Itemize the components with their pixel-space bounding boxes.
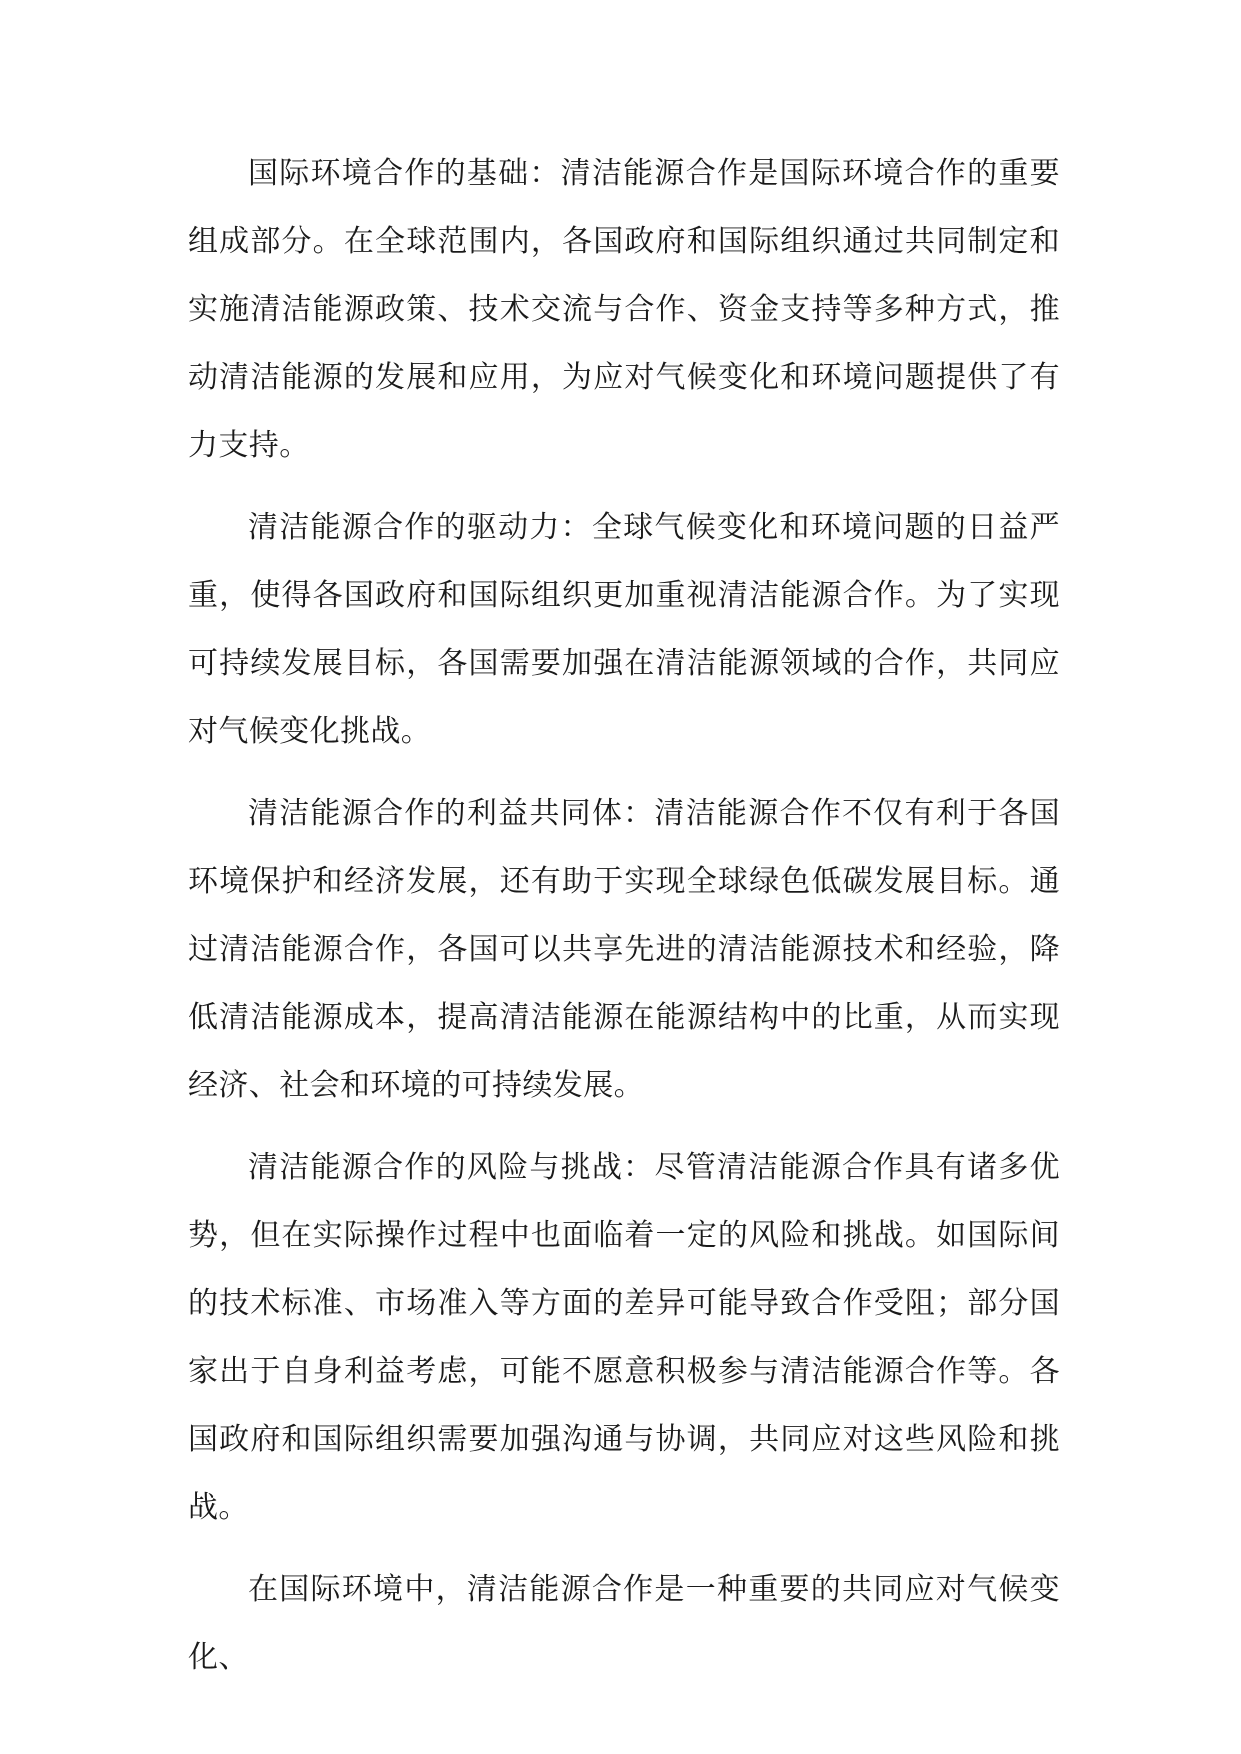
- paragraph-driving-force: 清洁能源合作的驱动力：全球气候变化和环境问题的日益严重，使得各国政府和国际组织更加重视清洁能源合作。为了实现可持续发展目标，各国需要加强在清洁能源领域的合作，共同应对气候变化挑战。: [188, 510, 1060, 749]
- paragraph-community-of-interests: 清洁能源合作的利益共同体：清洁能源合作不仅有利于各国环境保护和经济发展，还有助于实现全球绿色低碳发展目标。通过清洁能源合作，各国可以共享先进的清洁能源技术和经验，降低清洁能源成本，提高清洁能源在能源结构中的比重，从而实现经济、社会和环境的可持续发展。: [188, 796, 1060, 1103]
- paragraph-conclusion: 在国际环境中，清洁能源合作是一种重要的共同应对气候变化、: [188, 1572, 1060, 1675]
- paragraph-risks-and-challenges: 清洁能源合作的风险与挑战：尽管清洁能源合作具有诸多优势，但在实际操作过程中也面临着一定的风险和挑战。如国际间的技术标准、市场准入等方面的差异可能导致合作受阻；部分国家出于自身利益考虑，可能不愿意积极参与清洁能源合作等。各国政府和国际组织需要加强沟通与协调，共同应对这些风险和挑战。: [188, 1150, 1060, 1525]
- paragraph-basis: 国际环境合作的基础：清洁能源合作是国际环境合作的重要组成部分。在全球范围内，各国政府和国际组织通过共同制定和实施清洁能源政策、技术交流与合作、资金支持等多种方式，推动清洁能源的发展和应用，为应对气候变化和环境问题提供了有力支持。: [188, 156, 1060, 463]
- body-text: [188, 140, 1060, 1706]
